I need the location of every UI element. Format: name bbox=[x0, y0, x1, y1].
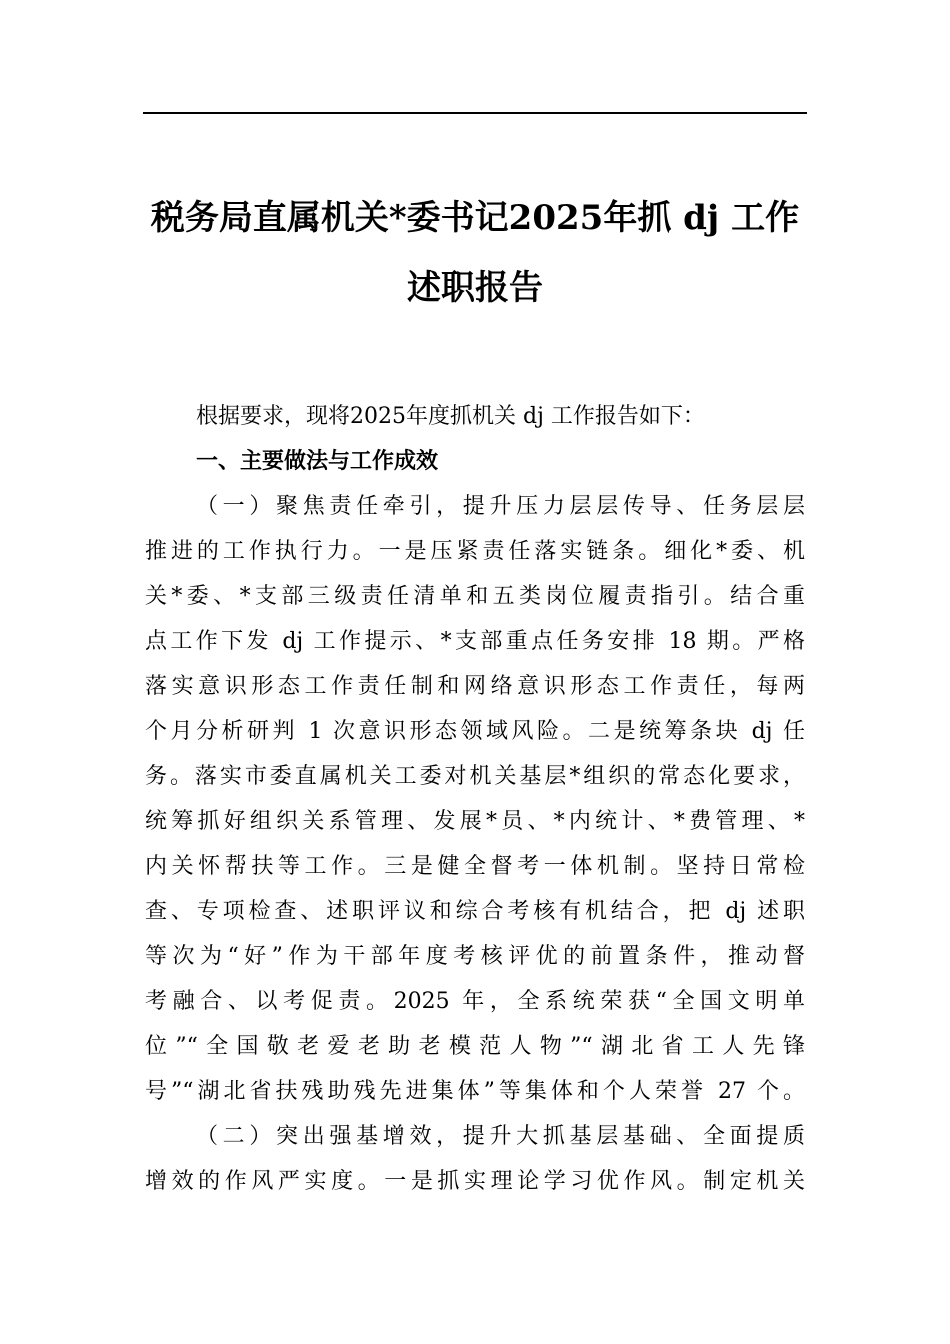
paragraph-line: 落实意识形态工作责任制和网络意识形态工作责任，每两 bbox=[145, 674, 805, 699]
paragraph-line: 务。落实市委直属机关工委对机关基层*组织的常态化要求， bbox=[145, 764, 805, 789]
paragraph-line: 点工作下发 dj 工作提示、*支部重点任务安排 18 期。严格 bbox=[145, 629, 805, 654]
paragraph-line: 推进的工作执行力。一是压紧责任落实链条。细化*委、机 bbox=[145, 539, 805, 564]
paragraph-line: 考融合、以考促责。2025 年，全系统荣获“全国文明单 bbox=[145, 989, 805, 1014]
paragraph-line: 增效的作风严实度。一是抓实理论学习优作风。制定机关 bbox=[145, 1169, 805, 1194]
paragraph-line: 号”“湖北省扶残助残先进集体”等集体和个人荣誉 27 个。 bbox=[145, 1079, 805, 1104]
paragraph-line: （一）聚焦责任牵引，提升压力层层传导、任务层层 bbox=[196, 494, 805, 519]
intro-paragraph: 根据要求，现将2025年度抓机关 dj 工作报告如下： bbox=[196, 404, 705, 429]
paragraph-line: （二）突出强基增效，提升大抓基层基础、全面提质 bbox=[196, 1124, 805, 1149]
header-rule bbox=[143, 112, 807, 114]
paragraph-line: 关*委、*支部三级责任清单和五类岗位履责指引。结合重 bbox=[145, 584, 805, 609]
document-title: 税务局直属机关*委书记2025年抓 dj 工作 bbox=[150, 198, 800, 238]
paragraph-line: 查、专项检查、述职评议和综合考核有机结合，把 dj 述职 bbox=[145, 899, 805, 924]
paragraph-line: 统筹抓好组织关系管理、发展*员、*内统计、*费管理、* bbox=[145, 809, 805, 834]
paragraph-line: 个月分析研判 1 次意识形态领域风险。二是统筹条块 dj 任 bbox=[145, 719, 805, 744]
paragraph-line: 内关怀帮扶等工作。三是健全督考一体机制。坚持日常检 bbox=[145, 854, 805, 879]
paragraph-line: 等次为“好”作为干部年度考核评优的前置条件，推动督 bbox=[145, 944, 805, 969]
paragraph-line: 位”“全国敬老爱老助老模范人物”“湖北省工人先锋 bbox=[145, 1034, 805, 1059]
section-heading: 一、主要做法与工作成效 bbox=[196, 449, 439, 474]
document-title-continued: 述职报告 bbox=[407, 268, 543, 308]
